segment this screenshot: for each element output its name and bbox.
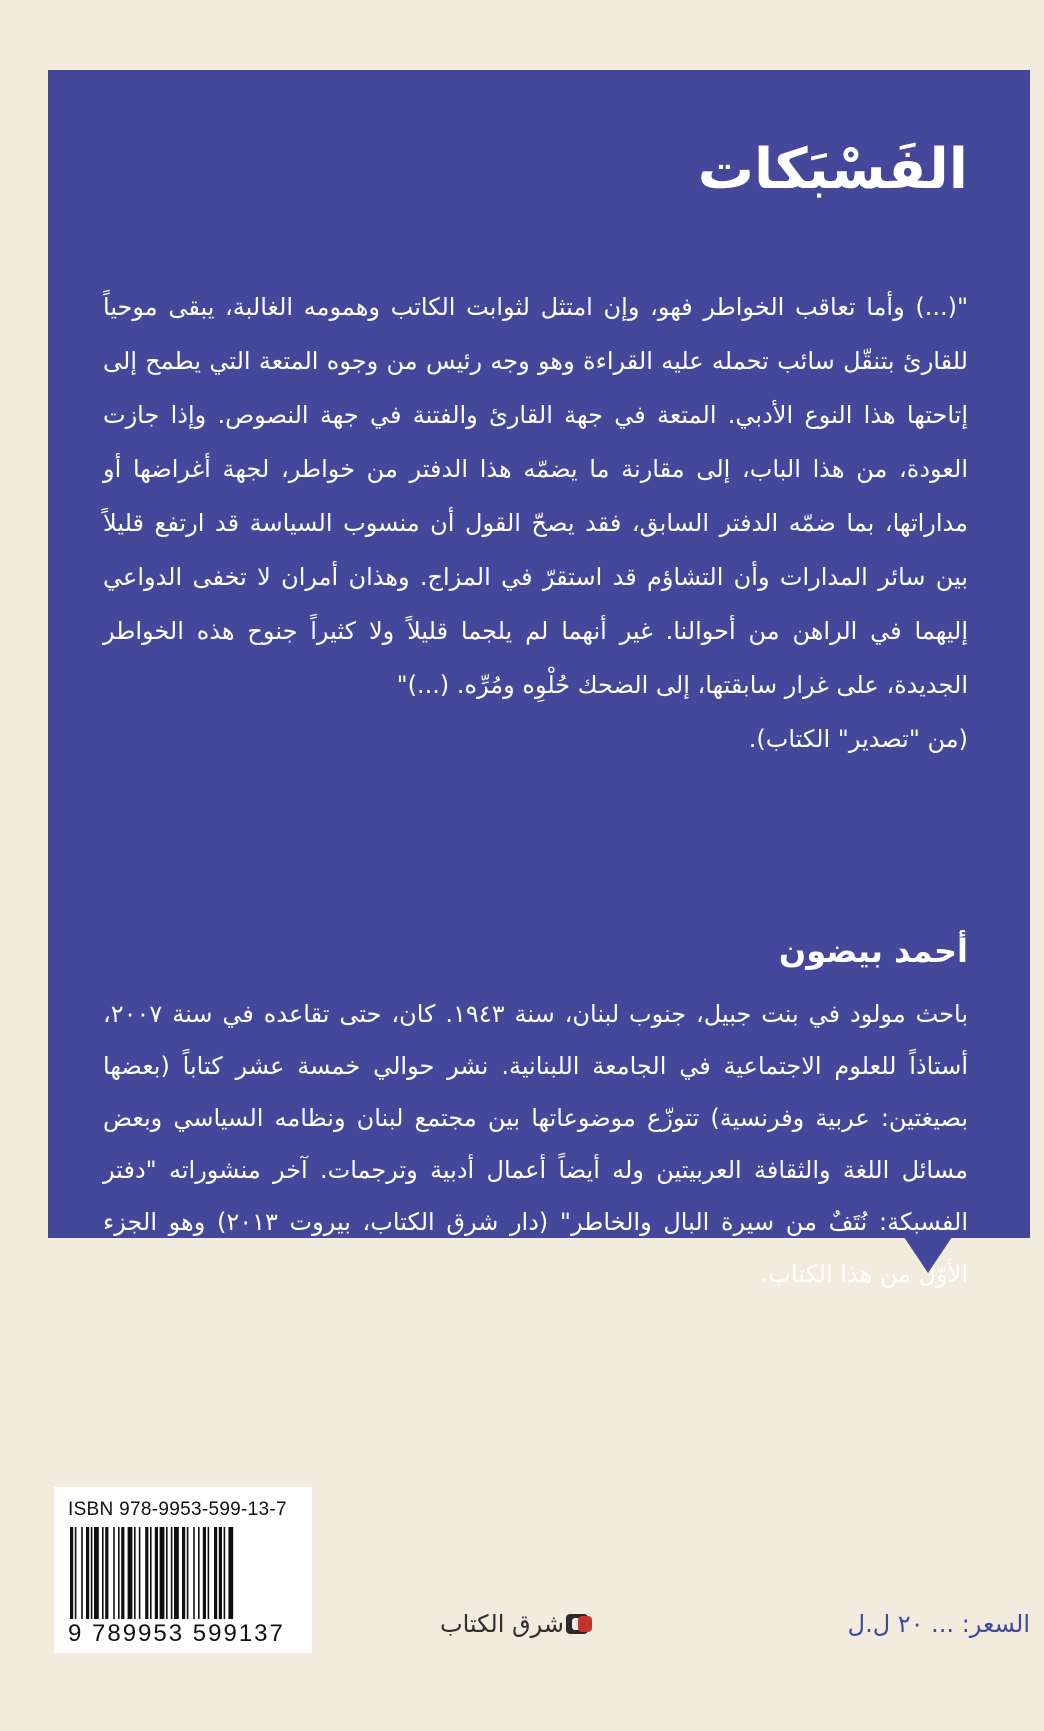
price: السعر: ... ٢٠ ل.ل (847, 1610, 1030, 1638)
barcode-bar (139, 1527, 141, 1619)
barcode-bar (228, 1527, 233, 1619)
barcode-bar (174, 1527, 179, 1619)
back-cover-panel (48, 70, 1030, 1288)
barcode-bar (166, 1527, 168, 1619)
barcode-bar (102, 1527, 104, 1619)
isbn-label: ISBN 978-9953-599-13-7 (68, 1499, 287, 1520)
publisher-logo-icon (564, 1610, 596, 1638)
barcode-bars (68, 1527, 298, 1619)
barcode-bar (105, 1527, 108, 1619)
barcode-bar (182, 1527, 185, 1619)
barcode-bar (160, 1527, 165, 1619)
publisher (440, 1606, 606, 1642)
barcode-bar (134, 1527, 136, 1619)
barcode-bar (118, 1527, 120, 1619)
excerpt-text: "(...) وأما تعاقب الخواطر فهو، وإن امتثل لثوابت الكاتب وهمومه الغالبة، يبقى موحياً للقارئ بتنقّل سائب تحمله عليه القراءة وهو وجه رئيس من وجوه المتعة التي يطمح إلى إتاحتها هذا النوع الأدبي. المتعة في جهة القارئ والفتنة في جهة النصوص. وإذا جازت العودة، من هذا الباب، إلى مقارنة ما يضمّه هذا الدفتر من خواطر، لجهة أغراضها أو مداراتها، بما ضمّه الدفتر السابق، فقد يصحّ القول أن منسوب السياسة قد ارتفع قليلاً بين سائر المدارات وأن التشاؤم قد استقرّ في المزاج. وهذان أمران لا تخفى الدواعي إليهما في الراهن من أحوالنا. غير أنهما لم يلجما قليلاً ولا كثيراً جنوح هذه الخواطر الجديدة، على غرار سابقتها، إلى الضحك حُلْوِه ومُرِّه. (...)" (103, 293, 968, 699)
excerpt-source: (من "تصدير" الكتاب). (748, 725, 968, 753)
barcode-digits: 9 789953 599137 (68, 1620, 285, 1647)
barcode-bar (219, 1527, 222, 1619)
barcode (54, 1487, 312, 1653)
barcode-bar (70, 1527, 73, 1619)
barcode-bar (94, 1527, 99, 1619)
barcode-bar (145, 1527, 148, 1619)
barcode-bar (81, 1527, 83, 1619)
author-name: أحمد بيضون (778, 932, 968, 970)
barcode-bar (86, 1527, 89, 1619)
barcode-bar (198, 1527, 200, 1619)
barcode-bar (224, 1527, 226, 1619)
barcode-bar (75, 1527, 77, 1619)
barcode-bar (150, 1527, 152, 1619)
book-excerpt (103, 280, 968, 712)
barcode-bar (121, 1527, 124, 1619)
barcode-bar (193, 1527, 195, 1619)
book-title: الفَسْبَكات (697, 137, 968, 202)
barcode-bar (214, 1527, 217, 1619)
author-bio: باحث مولود في بنت جبيل، جنوب لبنان، سنة ١٩٤٣. كان، حتى تقاعده في سنة ٢٠٠٧، أستاذاً للعلوم الاجتماعية في الجامعة اللبنانية. نشر حوالي خمسة عشر كتاباً (بعضها بصيغتين: عربية وفرنسية) تتوزّع موضوعاتها بين مجتمع لبنان ونظامه السياسي وبعض مسائل اللغة والثقافة العربيتين وله أيضاً أعمال أدبية وترجمات. آخر منشوراته "دفتر الفسبكة: نُتَفٌ من سيرة البال والخاطر" (دار شرق الكتاب، بيروت ٢٠١٣) وهو الجزء الأوّل من هذا الكتاب. (103, 1000, 968, 1288)
barcode-bar (171, 1527, 173, 1619)
publisher-name: شرق الكتاب (440, 1610, 564, 1638)
panel-pointer (904, 1237, 952, 1273)
barcode-bar (155, 1527, 158, 1619)
barcode-bar (208, 1527, 210, 1619)
barcode-bar (113, 1527, 115, 1619)
barcode-bar (91, 1527, 93, 1619)
barcode-bar (203, 1527, 206, 1619)
barcode-bar (187, 1527, 189, 1619)
barcode-bar (128, 1527, 133, 1619)
